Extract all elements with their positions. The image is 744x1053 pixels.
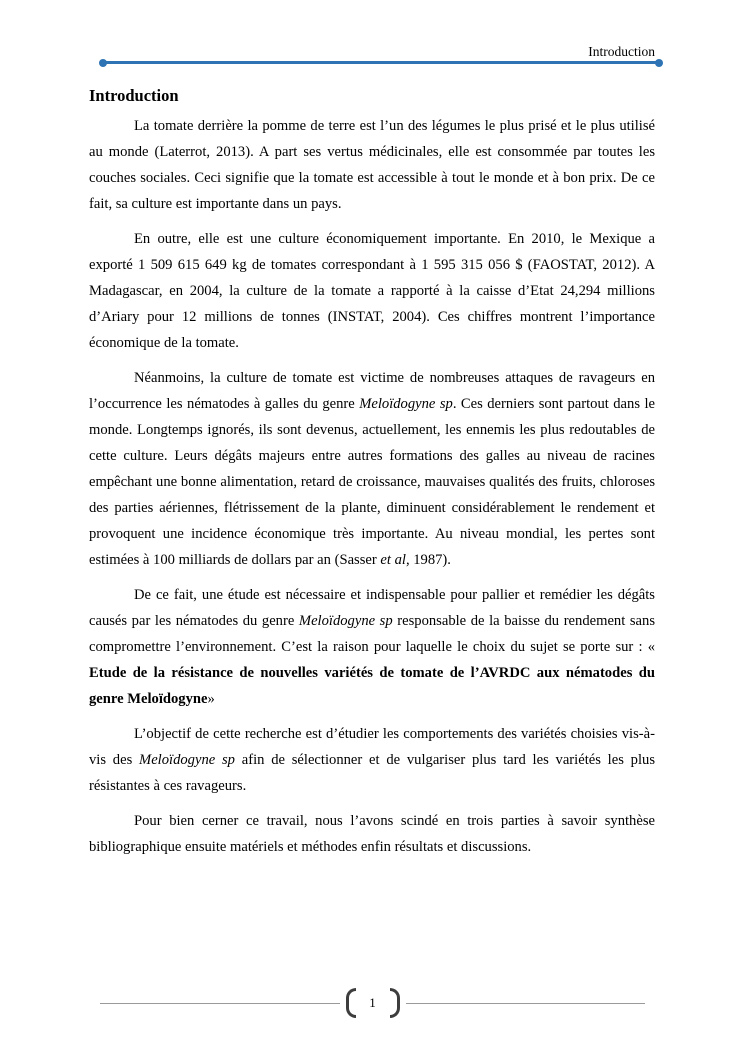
page-footer — [100, 987, 645, 1019]
running-header-title: Introduction — [588, 44, 655, 59]
paragraphs — [89, 113, 655, 860]
text-run: De ce fait, une étude est nécessaire et indispensable pour pallier et remédier les dégâts causés par les nématodes du genre — [89, 587, 655, 629]
text-run: responsable de la baisse du rendement sans compromettre l’environnement. C’est la raison pour laquelle le choix du sujet se porte sur : « — [89, 613, 656, 655]
text-run: La tomate derrière la pomme de terre est l’un des légumes le plus prisé et le plus utilisé au monde (Laterrot, 2013). A part ses vertus médicinales, elle est consommée par toutes les couches sociales. Ceci signifie que la tomate est accessible à tout le monde et à bon prix. De ce fait, sa culture est importante dans un pays. — [89, 118, 655, 212]
paragraph — [89, 582, 655, 712]
page-number: 1 — [369, 995, 376, 1010]
text-run: L’objectif de cette recherche est d’étudier les comportements des variétés choisies vis-à-vis des — [89, 726, 655, 768]
paragraph — [89, 808, 655, 860]
paragraph — [89, 113, 655, 217]
header-rule-dot-right — [655, 59, 663, 67]
text-run: Meloïdogyne sp — [298, 613, 393, 629]
header-rule — [104, 61, 658, 64]
text-run: Néanmoins, la culture de tomate est victime de nombreuses attaques de ravageurs en l’occurrence les nématodes à galles du genre — [89, 370, 655, 412]
text-run: En outre, elle est une culture économiquement importante. En 2010, le Mexique a exporté 1 509 615 649 kg de tomates correspondant à 1 595 315 056 $ (FAOSTAT, 2012). A Madagascar, en 2004, la culture de la tomate a rapporté à la caisse d’Etat 24,294 millions d’Ariary pour 12 millions de tonnes (INSTAT, 2004). Ces chiffres montrent l’importance économique de la tomate. — [89, 231, 655, 351]
text-run: Pour bien cerner ce travail, nous l’avons scindé en trois parties à savoir synthèse bibliographique ensuite matériels et méthodes enfin résultats et discussions. — [89, 813, 655, 855]
text-run: et al — [380, 552, 406, 568]
page-number-bracket-left — [346, 988, 356, 1018]
paragraph — [89, 721, 655, 799]
section-title: Introduction — [89, 86, 179, 105]
document-body — [89, 86, 655, 869]
header-rule-dot-left — [99, 59, 107, 67]
text-run: Meloïdogyne sp — [139, 752, 235, 768]
text-run: » — [207, 691, 215, 707]
paragraph — [89, 226, 655, 356]
footer-rule-right — [406, 1003, 646, 1004]
paragraph — [89, 365, 655, 573]
text-run: , 1987). — [405, 552, 451, 568]
text-run: Etude de la résistance de nouvelles variétés de tomate de l’AVRDC aux nématodes du genre Meloïdogyne — [89, 665, 655, 707]
text-run: . Ces derniers sont partout dans le monde. Longtemps ignorés, ils sont devenus, actuellement, les ennemis les plus redoutables de cette culture. Leurs dégâts majeurs entre autres formations des galles au niveau de racines empêchant une bonne alimentation, retard de croissance, mauvaises qualités des fruits, chloroses des parties aériennes, flétrissement de la plante, diminuent considérablement le rendement et provoquent une incidence économique très importante. Au niveau mondial, les pertes sont estimées à 100 milliards de dollars par an (Sasser — [89, 396, 655, 568]
page-number-bracket-right — [390, 988, 400, 1018]
text-run: afin de sélectionner et de vulgariser plus tard les variétés les plus résistantes à ces ravageurs. — [89, 752, 655, 794]
text-run: Meloïdogyne sp — [359, 396, 453, 412]
footer-rule-left — [100, 1003, 340, 1004]
